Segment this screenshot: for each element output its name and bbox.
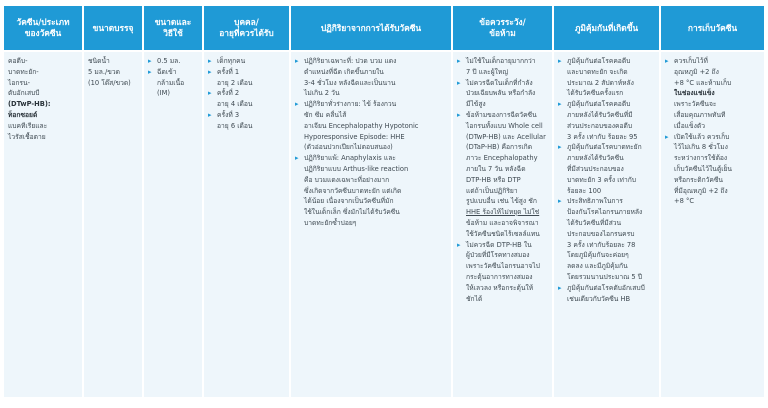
list-item: ▸ ภูมิคุ้มกันต่อโรคคอตีบ ภายหลังได้รับวัคซีนที่มี ส่วนประกอบของคอตีบ 3 ครั้ง เท่ากับ ร้อยละ 95 (558, 99, 655, 142)
header-vaccine-type: วัคซีน/ประเภท ของวัคซีน (4, 6, 82, 50)
header-reactions: ปฏิกิริยาจากการได้รับวัคซีน (291, 6, 451, 50)
cell-storage (661, 52, 764, 397)
list-item: ▸ ปฏิกิริยาเฉพาะที่: ปวด บวม แดง ตำแหน่งที่ฉีด เกิดขึ้นภายใน 3-4 ชั่วโมง หลังฉีดและเป็นนาน ไม่เกิน 2 วัน (295, 56, 447, 99)
list-item: ▸ ควรเก็บไว้ที่ อุณหภูมิ +2 ถึง +8 °C และห้ามเก็บ ในช่องแช่แข็ง เพราะวัคซีนจะ เสื่อมคุณภาพทันที เมื่อแข็งตัว (665, 56, 760, 132)
table-row (4, 52, 764, 397)
header-package-size: ขนาดบรรจุ (84, 6, 142, 50)
list-item: ▸ ภูมิคุ้มกันต่อโรคบาดทะยัก ภายหลังได้รับวัคซีน ที่มีส่วนประกอบของ บาดทะยัก 3 ครั้ง เท่ากับ ร้อยละ 100 (558, 142, 655, 196)
cell-immunity (554, 52, 659, 397)
list-item: ▸ ครั้งที่ 3 อายุ 6 เดือน (208, 110, 285, 132)
header-dosage: ขนาดและ วิธีใช้ (144, 6, 202, 50)
list-item: ▸ ไม่ควรฉีด DTP-HB ใน ผู้ป่วยที่มีโรคทางสมอง เพราะวัคซีนไอกรนอาจไป กระตุ้นอาการทางสมอง ให้เลวลง หรือกระตุ้นให้ ชักได้ (457, 240, 548, 305)
list-item: ▸ ครั้งที่ 2 อายุ 4 เดือน (208, 88, 285, 110)
cell-dosage (144, 52, 202, 397)
list-item: ▸ 0.5 มล. (148, 56, 198, 67)
list-item: ▸ เปิดใช้แล้ว ควรเก็บ ไว้ไม่เกิน 8 ชั่วโมง ระหว่างการใช้ต้อง เก็บวัคซีนไว้ในตู้เย็น หรือกระติกวัคซีน ที่มีอุณหภูมิ +2 ถึง +8 °C (665, 132, 760, 208)
header-immunity: ภูมิคุ้มกันที่เกิดขึ้น (554, 6, 659, 50)
cell-package-size: ชนิดน้ำ 5 มล./ขวด (10 โด๊ส/ขวด) (84, 52, 142, 397)
list-item: ▸ ฉีดเข้า กล้ามเนื้อ (IM) (148, 67, 198, 99)
list-item: ▸ ปฏิกิริยาทั่วร่างกาย: ไข้ ร้องกวน ซัก ซึม คลื่นไส้ อาเจียน Encephalopathy Hypotonic Hyporesponsive Episode: HHE (ตัวอ่อนปวกเปียกไม่ตอบสนอง) (295, 99, 447, 153)
list-item: ▸ เด็กทุกคน (208, 56, 285, 67)
list-item: ▸ ไม่ใช้ในเด็กอายุมากกว่า 7 ปี และผู้ใหญ่ (457, 56, 548, 78)
list-item: ▸ ปฏิกิริยาแพ้: Anaphylaxis และ ปฏิกิริยาแบบ Arthus-like reaction คือ บวมแดงเฉพาะที่อย่างมาก ซึ่งเกิดจากวัคซีนบาดทะยัก แต่เกิด ได้น้อย เนื่องจากเป็นวัคซีนที่มัก ใช้ในเด็กเล็ก ซึ่งมักไม่ได้รับวัคซีน บาดทะยักซ้ำบ่อยๆ (295, 153, 447, 229)
vaccine-table (4, 6, 764, 397)
list-item: ▸ ไม่ควรฉีดในเด็กที่กำลัง ป่วยเฉียบพลัน หรือกำลัง มีไข้สูง (457, 78, 548, 110)
table-header-row (4, 6, 764, 50)
cell-vaccine-type: คอตีบ- บาดทะยัก- ไอกรน- ตับอักเสบบี (DTwP-HB): ท็อกซอยด์ แบคทีเรียและ ไวรัสเชื้อตาย (4, 52, 82, 397)
list-item: ▸ ภูมิคุ้มกันต่อโรคตับอักเสบบี เช่นเดียวกับวัคซีน HB (558, 283, 655, 305)
cell-reactions (291, 52, 451, 397)
header-recipient-age: บุคคล/ อายุที่ควรได้รับ (204, 6, 289, 50)
cell-precautions (453, 52, 552, 397)
list-item: ▸ ข้อห้ามของการฉีดวัคซีน ไอกรนทั้งแบบ Whole cell (DTwP-HB) และ Acellular (DTaP-HB) คือการเกิด ภาวะ Encephalopathy ภายใน 7 วัน หลังฉีด DTP-HB หรือ DTP แต่ถ้าเป็นปฏิกิริยา รูปแบบอื่น เช่น ไข้สูง ชัก HHE ร้องไห้ไม่หยุด ไม่ใช่ ข้อห้าม และอาจพิจารณา ใช้วัคซีนชนิดไร้เซลล์แทน (457, 110, 548, 240)
cell-recipient-age (204, 52, 289, 397)
list-item: ▸ ภูมิคุ้มกันต่อโรคคอตีบ และบาดทะยัก จะเกิด ประมาณ 2 สัปดาห์หลัง ได้รับวัคซีนครั้งแรก (558, 56, 655, 99)
list-item: ▸ ประสิทธิภาพในการ ป้องกันโรคไอกรนภายหลัง ได้รับวัคซีนที่มีส่วน ประกอบของไอกรนครบ 3 ครั้ง เท่ากับร้อยละ 78 โดยภูมิคุ้มกันจะค่อยๆ ลดลง และมีภูมิคุ้มกัน โดยรวมนานประมาณ 5 ปี (558, 196, 655, 282)
header-storage: การเก็บวัคซีน (661, 6, 764, 50)
list-item: ▸ ครั้งที่ 1 อายุ 2 เดือน (208, 67, 285, 89)
header-precautions: ข้อควรระวัง/ ข้อห้าม (453, 6, 552, 50)
